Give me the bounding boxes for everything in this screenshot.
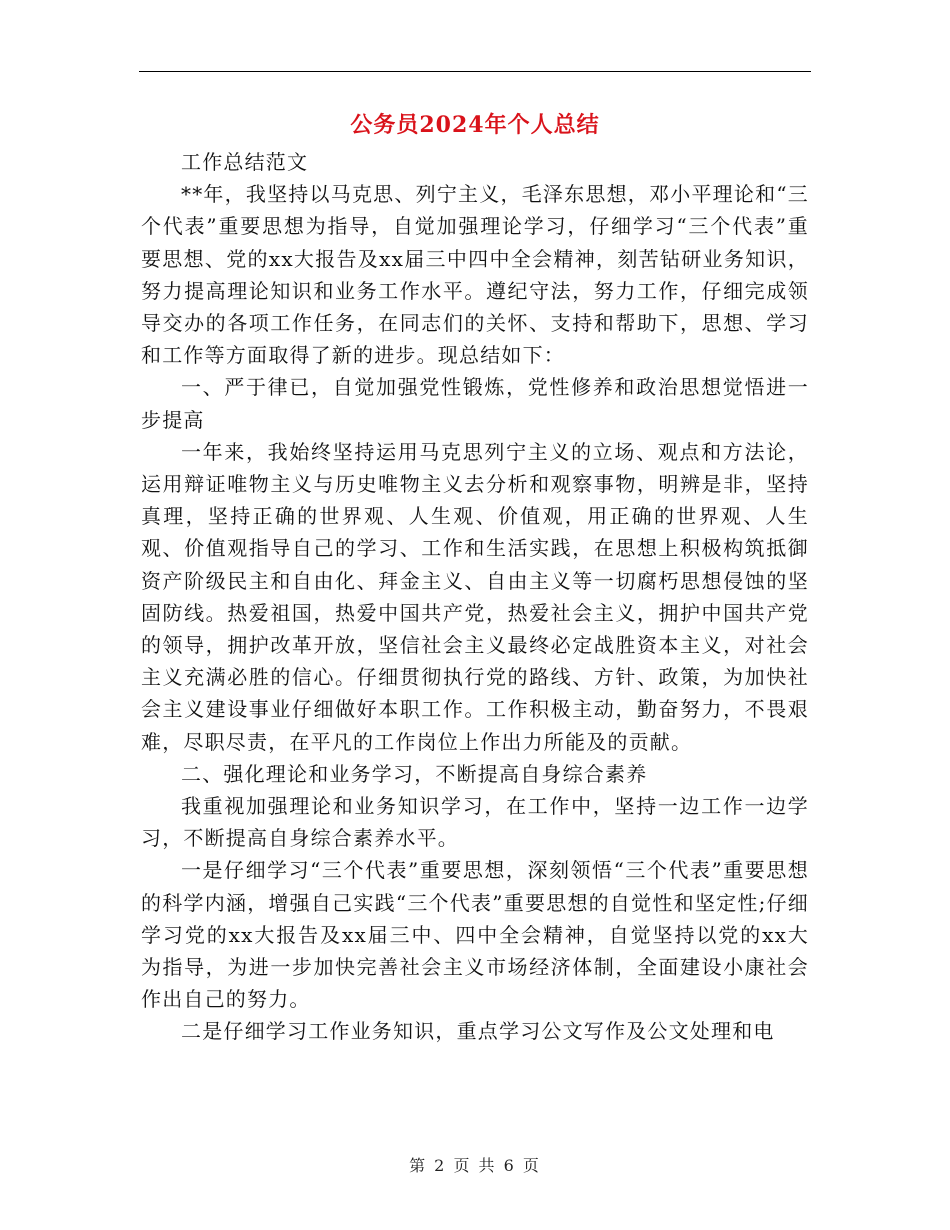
document-title: 公务员2024年个人总结 [350, 112, 600, 138]
section-heading-2: 二、强化理论和业务学习，不断提高自身综合素养 [181, 761, 648, 786]
paragraph-point-1: 一是仔细学习“三个代表”重要思想，深刻领悟“三个代表”重要思想的科学内涵，增强自己实践“三个代表”重要思想的自觉性和坚定性;仔细学习党的xx大报告及xx届三中、四中全会精神，自觉坚持以党的xx大为指导，为进一步加快完善社会主义市场经济体制，全面建设小康社会作出自己的努力。 [141, 858, 809, 1012]
paragraph-section-1: 一年来，我始终坚持运用马克思列宁主义的立场、观点和方法论，运用辩证唯物主义与历史唯物主义去分析和观察事物，明辨是非，坚持真理，坚持正确的世界观、人生观、价值观，用正确的世界观、人生观、价值观指导自己的学习、工作和生活实践，在思想上积极构筑抵御资产阶级民主和自由化、拜金主义、自由主义等一切腐朽思想侵蚀的坚固防线。热爱祖国，热爱中国共产党，热爱社会主义，拥护中国共产党的领导，拥护改革开放，坚信社会主义最终必定战胜资本主义，对社会主义充满必胜的信心。仔细贯彻执行党的路线、方针、政策，为加快社会主义建设事业仔细做好本职工作。工作积极主动，勤奋努力，不畏艰难，尽职尽责，在平凡的工作岗位上作出力所能及的贡献。 [141, 439, 809, 754]
document-body [141, 146, 809, 1048]
header-rule [139, 71, 811, 72]
paragraph-subtitle: 工作总结范文 [181, 150, 309, 174]
paragraph-point-2: 二是仔细学习工作业务知识，重点学习公文写作及公文处理和电 [181, 1019, 775, 1044]
paragraph-section-2: 我重视加强理论和业务知识学习，在工作中，坚持一边工作一边学习，不断提高自身综合素养水平。 [141, 794, 809, 851]
page-number: 第 2 页 共 6 页 [409, 1156, 541, 1175]
paragraph-intro: **年，我坚持以马克思、列宁主义，毛泽东思想，邓小平理论和“三个代表”重要思想为指导，自觉加强理论学习，仔细学习“三个代表”重要思想、党的xx大报告及xx届三中四中全会精神，刻苦钻研业务知识，努力提高理论知识和业务工作水平。遵纪守法，努力工作，仔细完成领导交办的各项工作任务，在同志们的关怀、支持和帮助下，思想、学习和工作等方面取得了新的进步。现总结如下： [141, 182, 809, 368]
section-heading-1: 一、严于律已，自觉加强党性锻炼，党性修养和政治思想觉悟进一步提高 [141, 375, 809, 432]
